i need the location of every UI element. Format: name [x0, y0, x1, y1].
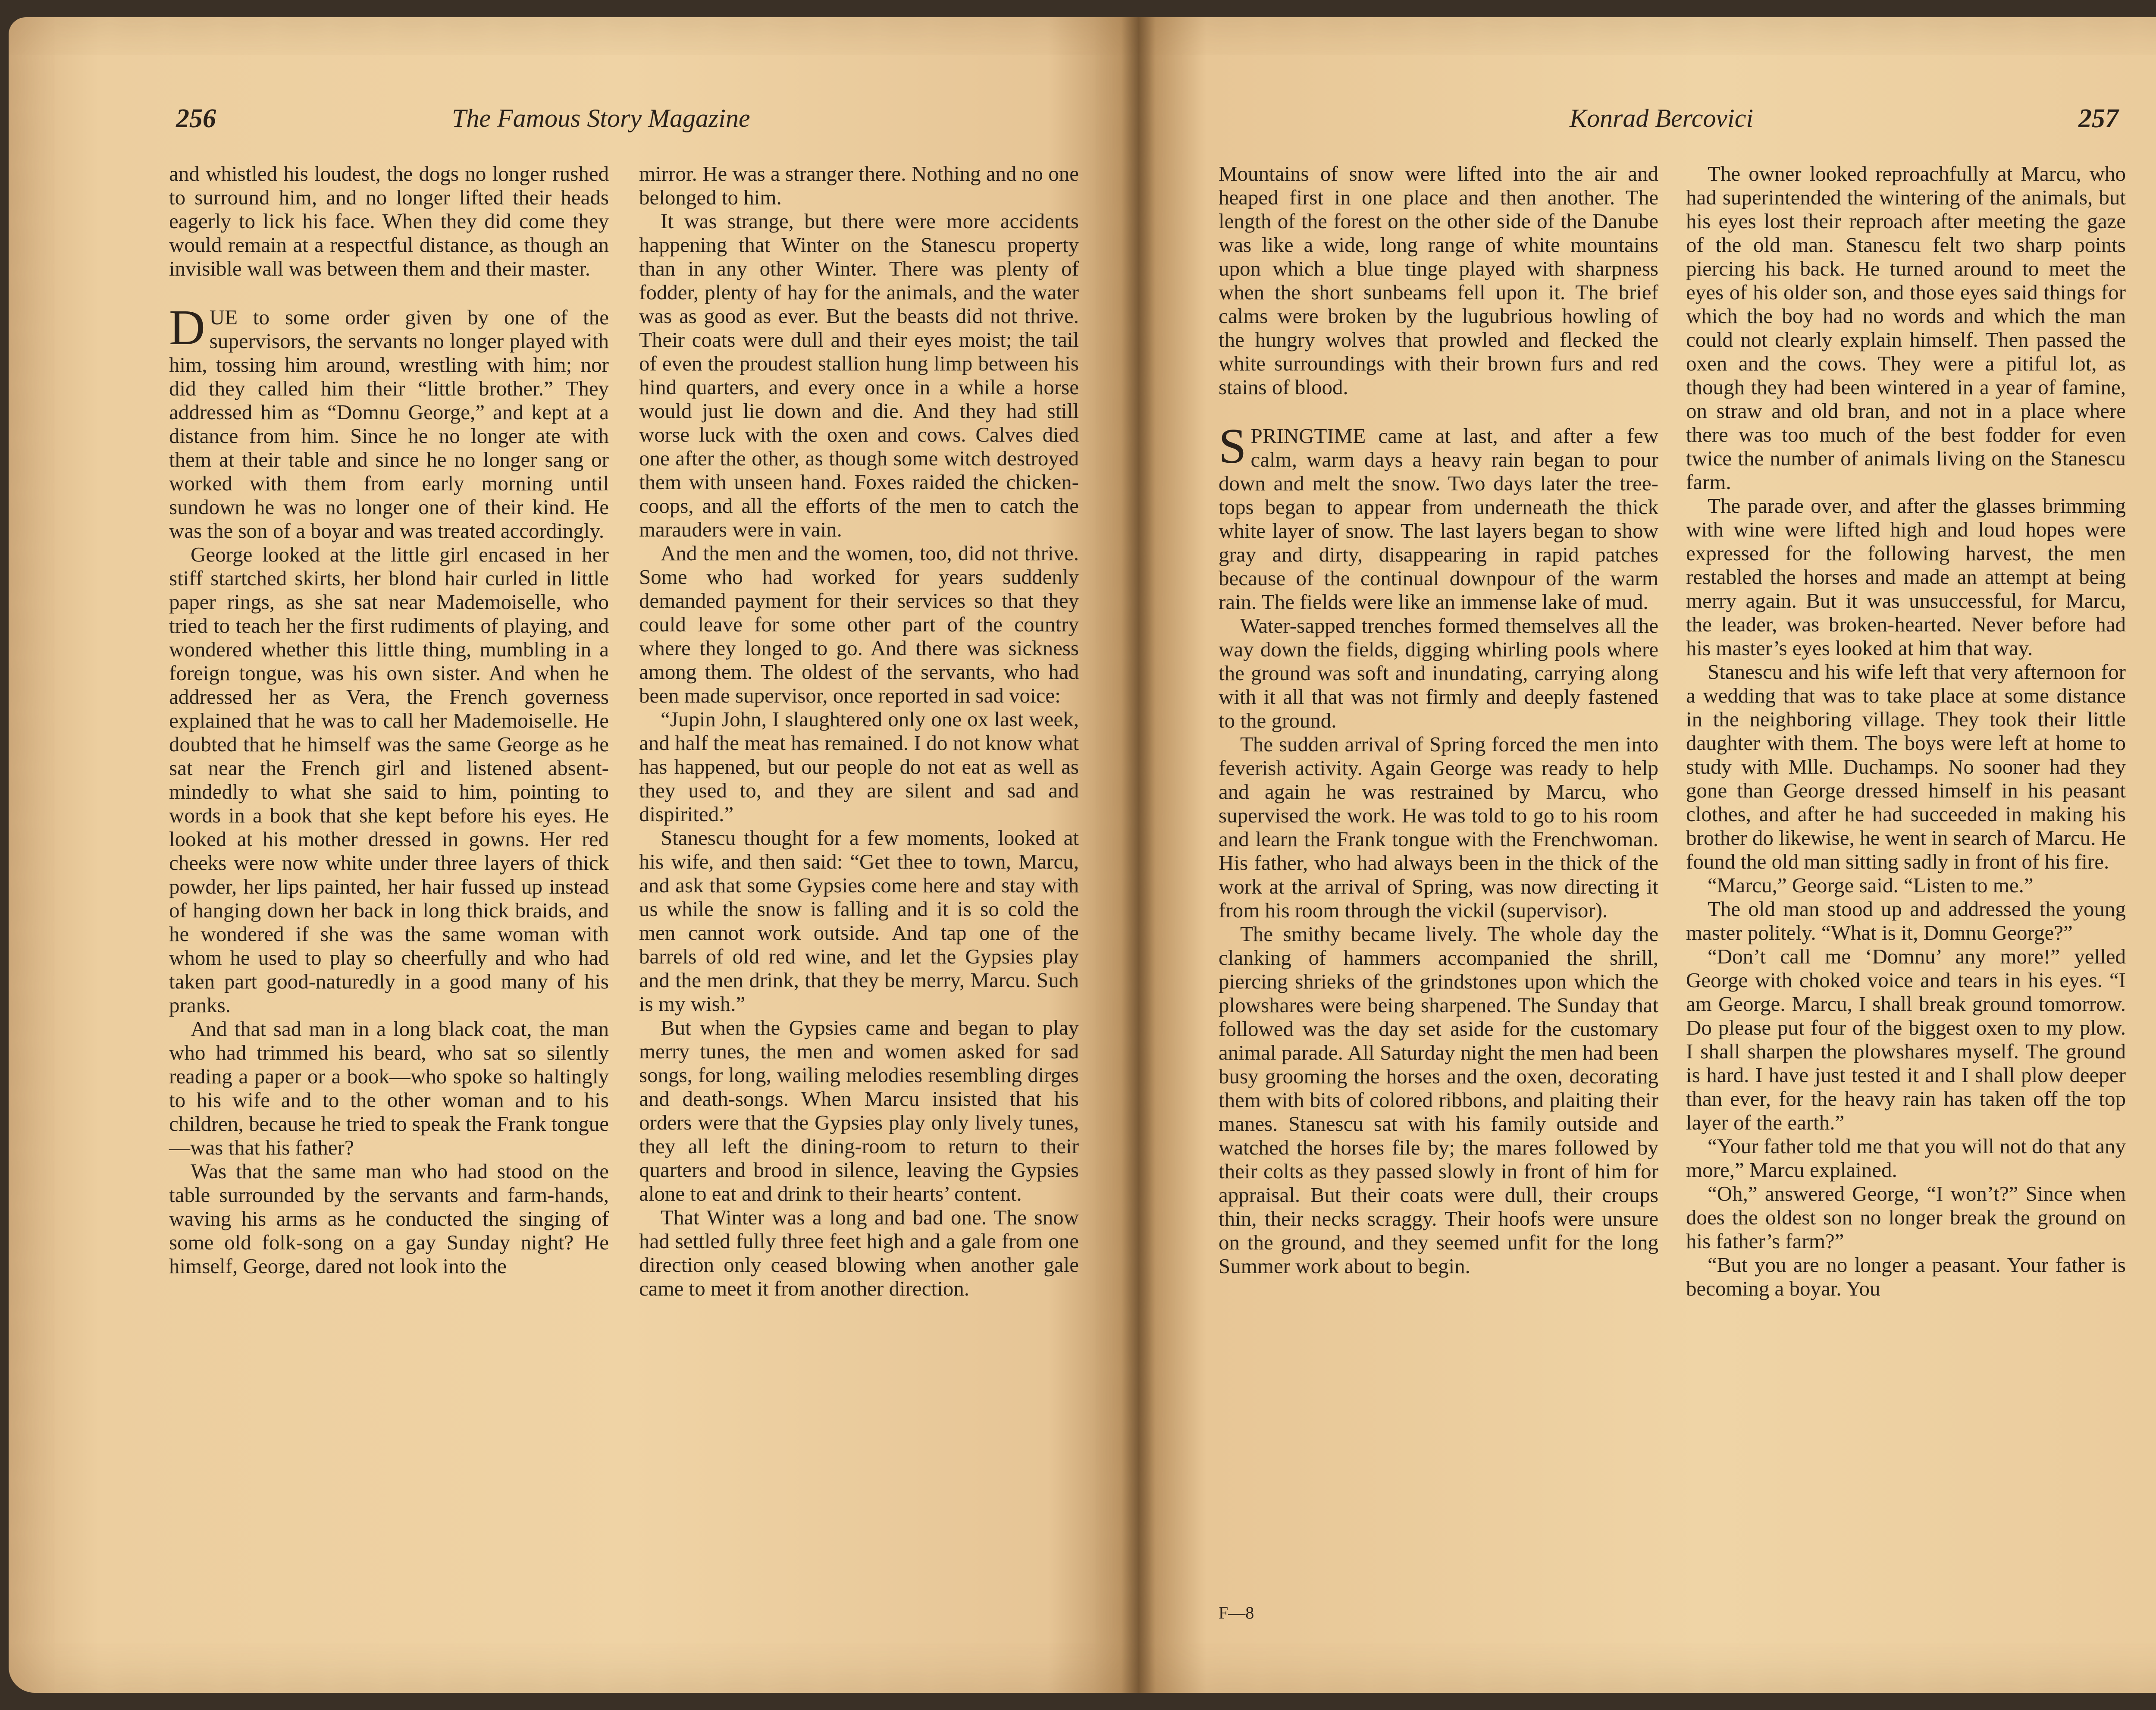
paragraph-text: UE to some order given by one of the supervisors, the servants no longer played with him, tossing him around, wrestling with him; nor did they called him their “little brother.” They addressed him as “Domnu George,” and kept at a distance from him. Since he no longer ate with them at their table and since he no longer sang or worked with them from early morning until sundown he was no longer one of their kind. He was the son of a boyar and was treated accordingly.	[169, 305, 609, 543]
paragraph-text: That Winter was a long and bad one. The snow had settled fully three feet high and a gale from one direction only ceased blowing when another gale came to meet it from another direction.	[639, 1205, 1079, 1300]
paragraph-text: The old man stood up and addressed the young master politely. “What is it, Domnu George?”	[1686, 897, 2126, 944]
paragraph-text: Water-sapped trenches formed themselves all the way down the fields, digging whirling pools where the ground was soft and inundating, carrying along with it all that was not firmly and deeply fastened to the ground.	[1219, 614, 1658, 732]
paragraph-text: Mountains of snow were lifted into the air and heaped first in one place and then another. The length of the forest on the other side of the Danube was like a wide, long range of white mountains upon which a blue tinge played with sharpness when the short sunbeams fell upon it. The brief calms were broken by the lugubrious howling of the hungry wolves that prowled and flecked the white surroundings with their brown furs and red stains of blood.	[1219, 162, 1658, 399]
drop-cap: D	[169, 300, 205, 355]
paragraph	[169, 1159, 609, 1278]
right-page-number: 257	[2078, 104, 2118, 133]
paragraph	[1219, 419, 1658, 614]
paragraph	[1686, 897, 2126, 944]
right-column-2	[1686, 162, 2126, 1300]
left-running-head: The Famous Story Magazine	[452, 104, 750, 132]
paragraph-text: “Don’t call me ‘Domnu’ any more!” yelled George with choked voice and tears in his eyes. “I am George. Marcu, I shall break ground tomorrow. Do please put four of the biggest oxen to my plow. I shall sharpen the plowshares myself. The ground is hard. I have just tested it and I shall plow deeper than ever, for the heavy rain has taken off the top layer of the earth.”	[1686, 944, 2126, 1134]
left-page-number: 256	[176, 104, 216, 133]
paragraph	[1219, 614, 1658, 732]
paragraph-text: “But you are no longer a peasant. Your father is becoming a boyar. You	[1686, 1253, 2126, 1300]
paragraph	[1686, 1182, 2126, 1253]
paragraph-text: mirror. He was a stranger there. Nothing and no one belonged to him.	[639, 162, 1079, 209]
paragraph-text: Was that the same man who had stood on the table surrounded by the servants and farm-hands, waving his arms as he conducted the singing of some old folk-song on a gay Sunday night? He himself, George, dared not look into the	[169, 1159, 609, 1278]
paragraph	[1686, 162, 2126, 494]
paragraph	[169, 543, 609, 1017]
book-gutter	[1121, 17, 1156, 1693]
paragraph	[1219, 922, 1658, 1278]
paragraph-text: The sudden arrival of Spring forced the men into feverish activity. Again George was ready to help and again he was restrained by Marcu, who supervised the work. He was told to go to his room and learn the Frank tongue with the Frenchwoman. His father, who had always been in the thick of the work at the arrival of Spring, was now directing it from his room through the vickil (supervisor).	[1219, 732, 1658, 922]
paragraph-text: But when the Gypsies came and began to play merry tunes, the men and women asked for sad songs, for long, wailing melodies resembling dirges and death-songs. When Marcu insisted that his orders were that the Gypsies play only lively tunes, they all left the dining-room to return to their quarters and brood in silence, leaving the Gypsies alone to eat and drink to their hearts’ content.	[639, 1016, 1079, 1205]
paragraph-text: and whistled his loudest, the dogs no longer rushed to surround him, and no longer lifted their heads eagerly to lick his face. When they did come they would remain at a respectful distance, as though an invisible wall was between them and their master.	[169, 162, 609, 280]
footer-mark: F—8	[1219, 1603, 1254, 1622]
paragraph-text: And that sad man in a long black coat, the man who had trimmed his beard, who sat so silently reading a paper or a book—who spoke so haltingly to his wife and to the other woman and to his children, because he tried to speak the Frank tongue—was that his father?	[169, 1017, 609, 1159]
paragraph	[639, 707, 1079, 826]
drop-cap: S	[1219, 419, 1247, 474]
paragraph-text: The smithy became lively. The whole day the clanking of hammers accompanied the shrill, piercing shrieks of the grindstones upon which the plowshares were being sharpened. The Sunday that followed was the day set aside for the customary animal parade. All Saturday night the men had been busy grooming the horses and the oxen, decorating them with bits of colored ribbons, and plaiting their manes. Stanescu sat with his family outside and watched the horses file by; the mares followed by their colts as they passed slowly in front of him for appraisal. But their coats were dull, their croups thin, their necks scraggy. Their hoofs were unsure on the ground, and they seemed unfit for the long Summer work about to begin.	[1219, 922, 1658, 1278]
paragraph	[639, 1016, 1079, 1205]
paragraph-text: “Oh,” answered George, “I won’t?” Since when does the oldest son no longer break the ground on his father’s farm?”	[1686, 1182, 2126, 1253]
paragraph	[169, 300, 609, 543]
paragraph-text: Stanescu and his wife left that very afternoon for a wedding that was to take place at some distance in the neighboring village. They took their little daughter with them. The boys were left at home to study with Mlle. Duchamps. No sooner had they gone than George dressed himself in his peasant clothes, and after he had succeeded in making his brother do likewise, he went in search of Marcu. He found the old man sitting sadly in front of his fire.	[1686, 660, 2126, 873]
paragraph	[169, 1017, 609, 1159]
left-column-2	[639, 162, 1079, 1300]
paragraph	[639, 209, 1079, 541]
paragraph	[169, 162, 609, 280]
left-column-1	[169, 162, 609, 1278]
paragraph	[639, 1205, 1079, 1300]
paragraph	[1686, 1253, 2126, 1300]
paragraph-text: “Marcu,” George said. “Listen to me.”	[1708, 873, 2034, 897]
paragraph	[639, 162, 1079, 209]
paragraph-text: “Your father told me that you will not do that any more,” Marcu explained.	[1686, 1134, 2126, 1182]
paragraph-text: PRINGTIME came at last, and after a few calm, warm days a heavy rain began to pour down and melt the snow. Two days later the tree-tops began to appear from underneath the thick white layer of snow. The last layers began to show gray and dirty, disappearing in rapid patches because of the continual downpour of the warm rain. The fields were like an immense lake of mud.	[1219, 424, 1658, 614]
paragraph	[1219, 162, 1658, 399]
paragraph-text: George looked at the little girl encased in her stiff startched skirts, her blond hair curled in little paper rings, as she sat near Mademoiselle, who tried to teach her the first rudiments of playing, and wondered whether this little thing, mumbling in a foreign tongue, was his own sister. And when he addressed her as Vera, the French governess explained that he was to call her Mademoiselle. He doubted that he himself was the same George as he sat near the French girl and listened absent-mindedly to what she said to him, pointing to words in a book that she kept before his eyes. He looked at his mother dressed in gowns. Her red cheeks were now white under three layers of thick powder, her lips painted, her hair fussed up instead of hanging down her back in long thick braids, and he wondered if she was the same woman with whom he used to play so cheerfully and who had taken part good-naturedly in a good many of his pranks.	[169, 543, 609, 1017]
right-column-1	[1219, 162, 1658, 1278]
paragraph-text: The parade over, and after the glasses brimming with wine were lifted high and loud hopes were expressed for the following harvest, the men restabled the horses and made an attempt at being merry again. But it was unsuccessful, for Marcu, the leader, was broken-hearted. Never before had his master’s eyes looked at him that way.	[1686, 494, 2126, 660]
paragraph	[1219, 732, 1658, 922]
paragraph	[639, 541, 1079, 707]
paragraph-text: And the men and the women, too, did not thrive. Some who had worked for years suddenly demanded payment for their services so that they could leave for some other part of the country where they longed to go. And there was sickness among them. The oldest of the servants, who had been made supervisor, once reported in sad voice:	[639, 541, 1079, 707]
paragraph	[1686, 1134, 2126, 1182]
right-running-head: Konrad Bercovici	[1570, 104, 1754, 132]
paragraph	[1686, 660, 2126, 873]
paragraph	[1686, 944, 2126, 1134]
paragraph-text: The owner looked reproachfully at Marcu, who had superintended the wintering of the animals, but his eyes lost their reproach after meeting the gaze of the old man. Stanescu felt two sharp points piercing his back. He turned around to meet the eyes of his older son, and those eyes said things for which the boy had no words and which the man could not clearly explain himself. Then passed the oxen and the cows. They were a pitiful lot, as though they had been wintered in a year of famine, on straw and old bran, and not in a place where there was too much of the best fodder for even twice the number of animals living on the Stanescu farm.	[1686, 162, 2126, 494]
paragraph-text: It was strange, but there were more accidents happening that Winter on the Stanescu property than in any other Winter. There was plenty of fodder, plenty of hay for the animals, and the water was as good as ever. But the beasts did not thrive. Their coats were dull and their eyes moist; the tail of even the proudest stallion hung limp between his hind quarters, and every once in a while a horse would just lie down and die. And they had still worse luck with the oxen and cows. Calves died one after the other, as though some witch destroyed them with unseen hand. Foxes raided the chicken-coops, and all the efforts of the men to catch the marauders were in vain.	[639, 209, 1079, 541]
paragraph-text: “Jupin John, I slaughtered only one ox last week, and half the meat has remained. I do not know what has happened, but our people do not eat as well as they used to, and they are silent and sad and dispirited.”	[639, 707, 1079, 826]
paragraph	[1686, 494, 2126, 660]
paragraph	[639, 826, 1079, 1016]
paragraph-text: Stanescu thought for a few moments, looked at his wife, and then said: “Get thee to town, Marcu, and ask that some Gypsies come here and stay with us while the snow is falling and it is so cold the men cannot work outside. And tap one of the barrels of old red wine, and let the Gypsies play and the men drink, that they be merry, Marcu. Such is my wish.”	[639, 826, 1079, 1016]
paragraph	[1686, 873, 2126, 897]
